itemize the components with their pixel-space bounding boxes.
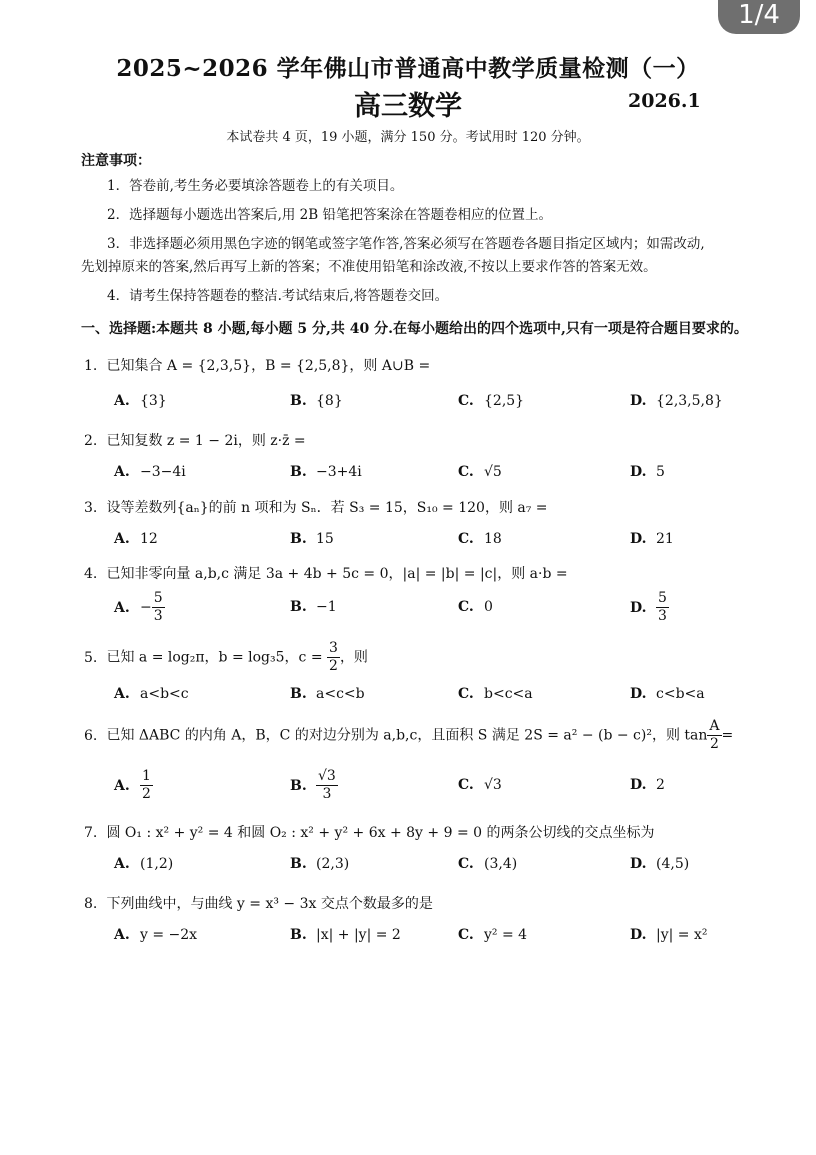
section-heading: 一、选择题:本题共 8 小题,每小题 5 分,共 40 分.在每小题给出的四个选项中,只有一项是符合题目要求的。 [81, 321, 748, 337]
question-stem: 已知复数 z = 1 − 2i，则 z·z̄ = [106, 433, 306, 449]
option-d[interactable]: D. |y| = x² [630, 927, 708, 943]
note-3-continued: 先划掉原来的答案,然后再写上新的答案；不准使用铅笔和涂改液,不按以上要求作答的答案无效。 [81, 259, 657, 275]
option-c[interactable]: C. 18 [458, 531, 502, 547]
option-a[interactable]: A. (1,2) [114, 856, 174, 872]
option-b[interactable]: B. 15 [290, 531, 334, 547]
option-a[interactable]: A. {3} [114, 393, 167, 409]
option-c[interactable]: C. √3 [458, 777, 502, 793]
option-d[interactable]: D. c<b<a [630, 686, 705, 702]
option-a[interactable]: A. a<b<c [114, 686, 189, 702]
note-4: 4．请考生保持答题卷的整洁.考试结束后,将答题卷交回。 [107, 288, 449, 304]
note-2: 2．选择题每小题选出答案后,用 2B 铅笔把答案涂在答题卷相应的位置上。 [107, 207, 552, 223]
option-c[interactable]: C. y² = 4 [458, 927, 528, 943]
question-6: 6. 已知 ΔABC 的内角 A，B，C 的对边分别为 a,b,c，且面积 S 满足 2S = a² − (b − c)²，则 tan $\frac{A}{2}$ = [84, 718, 734, 752]
option-d[interactable]: D. $\frac{5}{3}$ [630, 590, 667, 624]
option-d[interactable]: D. {2,3,5,8} [630, 393, 723, 409]
exam-title: 2025~2026 学年佛山市普通高中教学质量检测（一） [116, 55, 700, 82]
option-c[interactable]: C. b<c<a [458, 686, 533, 702]
option-c[interactable]: C. (3,4) [458, 856, 518, 872]
option-b[interactable]: B. (2,3) [290, 856, 350, 872]
option-a[interactable]: A. −3−4i [114, 464, 186, 480]
question-stem: 下列曲线中，与曲线 y = x³ − 3x 交点个数最多的是 [106, 896, 433, 912]
option-a[interactable]: A. − $\frac{5}{3}$ [114, 590, 163, 624]
option-b[interactable]: B. {8} [290, 393, 343, 409]
question-1: 1. 已知集合 A = {2,3,5}，B = {2,5,8}，则 A∪B = [84, 358, 431, 374]
option-d[interactable]: D. 2 [630, 777, 665, 793]
notes-heading: 注意事项： [81, 153, 151, 169]
fraction: $\frac{A}{2}$ [709, 718, 720, 752]
option-a[interactable]: A. $\frac{1}{2}$ [114, 768, 151, 802]
note-3: 3．非选择题必须用黑色字迹的钢笔或签字笔作答,答案必须写在答题卷各题目指定区域内；如需改动, [107, 236, 705, 252]
option-a[interactable]: A. y = −2x [114, 927, 198, 943]
question-stem: 已知集合 A = {2,3,5}，B = {2,5,8}，则 A∪B = [106, 358, 431, 374]
option-d[interactable]: D. 5 [630, 464, 665, 480]
exam-date: 2026.1 [628, 90, 701, 112]
question-stem: 已知非零向量 a,b,c 满足 3a + 4b + 5c = 0，|a| = |b| = |c|，则 a·b = [106, 566, 568, 582]
question-2: 2. 已知复数 z = 1 − 2i，则 z·z̄ = [84, 433, 306, 449]
question-7: 7. 圆 O₁ : x² + y² = 4 和圆 O₂ : x² + y² + 6x + 8y + 9 = 0 的两条公切线的交点坐标为 [84, 825, 655, 841]
question-3: 3. 设等差数列{aₙ}的前 n 项和为 Sₙ．若 S₃ = 15，S₁₀ = 120，则 a₇ = [84, 500, 548, 516]
option-b[interactable]: B. a<c<b [290, 686, 365, 702]
option-d[interactable]: D. (4,5) [630, 856, 690, 872]
option-b[interactable]: B. $\frac{√3}{3}$ [290, 768, 336, 802]
option-b[interactable]: B. −3+4i [290, 464, 362, 480]
question-stem: 设等差数列{aₙ}的前 n 项和为 Sₙ．若 S₃ = 15，S₁₀ = 120，则 a₇ = [106, 500, 548, 516]
question-stem: 已知 a = log₂π，b = log₃5，c = [106, 649, 328, 666]
page-indicator: 1/4 [718, 0, 800, 34]
option-a[interactable]: A. 12 [114, 531, 158, 547]
exam-subject: 高三数学 [354, 91, 462, 122]
question-4: 4. 已知非零向量 a,b,c 满足 3a + 4b + 5c = 0，|a| = |b| = |c|，则 a·b = [84, 566, 568, 582]
fraction: $\frac{3}{2}$ [329, 640, 338, 674]
option-b[interactable]: B. |x| + |y| = 2 [290, 927, 401, 943]
option-c[interactable]: C. 0 [458, 599, 493, 615]
note-1: 1．答卷前,考生务必要填涂答题卷上的有关项目。 [107, 178, 404, 194]
question-stem: 已知 ΔABC 的内角 A，B，C 的对边分别为 a,b,c，且面积 S 满足 2S = a² − (b − c)²，则 tan [106, 727, 708, 744]
exam-info: 本试卷共 4 页，19 小题，满分 150 分。考试用时 120 分钟。 [226, 130, 590, 145]
question-5: 5. 已知 a = log₂π，b = log₃5，c = $\frac{3}{2}$ ，则 [84, 640, 368, 674]
option-d[interactable]: D. 21 [630, 531, 674, 547]
question-8: 8. 下列曲线中，与曲线 y = x³ − 3x 交点个数最多的是 [84, 896, 433, 912]
option-c[interactable]: C. {2,5} [458, 393, 525, 409]
question-stem: 圆 O₁ : x² + y² = 4 和圆 O₂ : x² + y² + 6x + 8y + 9 = 0 的两条公切线的交点坐标为 [106, 825, 655, 841]
option-c[interactable]: C. √5 [458, 464, 502, 480]
option-b[interactable]: B. −1 [290, 599, 337, 615]
